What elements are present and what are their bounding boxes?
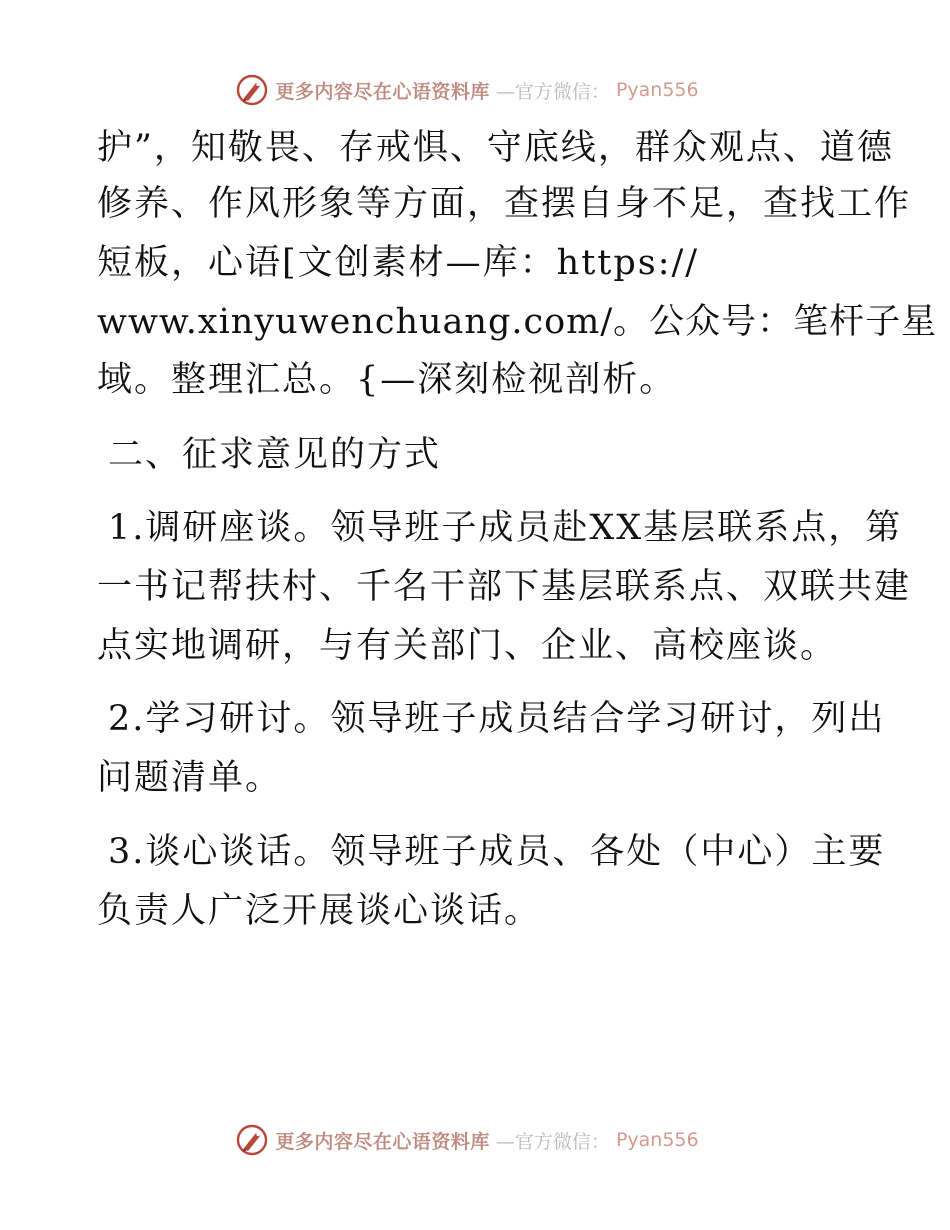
footer-watermark (0, 1120, 950, 1160)
list-item-3: 3.谈心谈话。领导班子成员、各处（中心）主要 (108, 832, 886, 872)
text-line: 问题清单。 (97, 758, 283, 798)
header-watermark (0, 70, 950, 110)
text-line: 域。整理汇总。{—深刻检视剖析。 (97, 360, 677, 400)
watermark-wechat-id: Pyan556 (615, 1129, 699, 1151)
text-line: 短板，心语[文创素材—库：https:// (97, 243, 700, 283)
pen-logo-icon (235, 73, 269, 107)
watermark-group (235, 73, 698, 107)
text-line: 一书记帮扶村、千名干部下基层联系点、双联共建 (97, 567, 912, 607)
watermark-text: 更多内容尽在心语资料库 (275, 80, 490, 103)
text-line: 修养、作风形象等方面，查摆自身不足，查找工作 (97, 184, 912, 224)
text-line: 护”，知敬畏、存戒惧、守底线，群众观点、道德 (97, 128, 894, 168)
list-item-2: 2.学习研讨。领导班子成员结合学习研讨，列出 (108, 699, 886, 739)
text-line: 点实地调研，与有关部门、企业、高校座谈。 (97, 626, 838, 666)
section-heading: 二、征求意见的方式 (108, 435, 442, 475)
pen-logo-icon (235, 1123, 269, 1157)
watermark-text: 更多内容尽在心语资料库 (275, 1130, 490, 1153)
text-line: www.xinyuwenchuang.com/。公众号：笔杆子星 (97, 302, 938, 342)
list-item-1: 1.调研座谈。领导班子成员赴XX基层联系点，第 (108, 508, 903, 548)
watermark-group (235, 1123, 698, 1157)
watermark-separator: —官方微信： (495, 1130, 610, 1153)
watermark-separator: —官方微信： (495, 80, 610, 103)
text-line: 负责人广泛开展谈心谈话。 (97, 891, 542, 931)
watermark-wechat-id: Pyan556 (615, 79, 699, 101)
